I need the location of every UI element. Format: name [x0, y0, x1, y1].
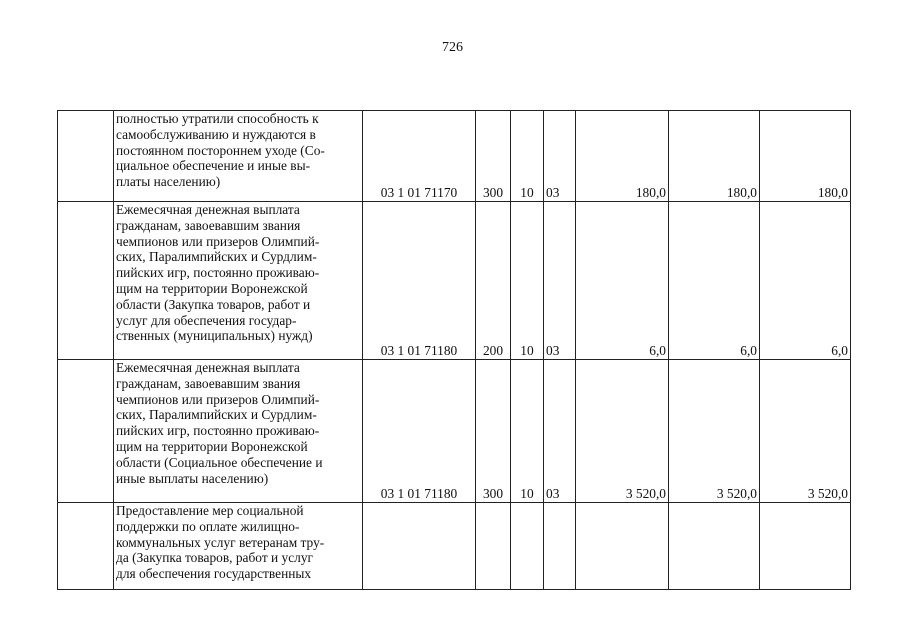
subsection-cell — [544, 503, 576, 590]
table-row — [58, 360, 851, 503]
sum-cell-1: 180,0 — [576, 111, 669, 202]
sum-cell-2: 6,0 — [669, 202, 760, 360]
sum-cell-2: 3 520,0 — [669, 360, 760, 503]
description-cell: Ежемесячная денежная выплата гражданам, завоевавшим звания чемпионов или призеров Олимпий- ских, Паралимпийских и Сурдлим- пийских игр, постоянно проживаю- щим на территории Воронежской области (Социальное обеспечение и иные выплаты населению) — [114, 360, 363, 503]
sum-cell-1 — [576, 503, 669, 590]
subsection-cell: 03 — [544, 202, 576, 360]
description-cell: полностью утратили способность к самообслуживанию и нуждаются в постоянном постороннем уходе (Со- циальное обеспечение и иные вы- платы населению) — [114, 111, 363, 202]
expense-type-cell: 200 — [476, 202, 511, 360]
sum-cell-2 — [669, 503, 760, 590]
target-code-cell: 03 1 01 71180 — [363, 202, 476, 360]
section-cell: 10 — [511, 111, 544, 202]
page-number: 726 — [442, 40, 463, 55]
sum-cell-2: 180,0 — [669, 111, 760, 202]
target-code-cell: 03 1 01 71180 — [363, 360, 476, 503]
table-row — [58, 111, 851, 202]
expense-type-cell — [476, 503, 511, 590]
expense-type-cell: 300 — [476, 111, 511, 202]
subsection-cell: 03 — [544, 360, 576, 503]
description-cell: Ежемесячная денежная выплата гражданам, завоевавшим звания чемпионов или призеров Олимпий- ских, Паралимпийских и Сурдлим- пийских игр, постоянно проживаю- щим на территории Воронежской области (Закупка товаров, работ и услуг для обеспечения государ- ственных (муниципальных) нужд) — [114, 202, 363, 360]
target-code-cell — [363, 503, 476, 590]
sum-cell-3: 6,0 — [760, 202, 851, 360]
table-row — [58, 202, 851, 360]
description-cell: Предоставление мер социальной поддержки по оплате жилищно- коммунальных услуг ветеранам тру- да (Закупка товаров, работ и услуг для обеспечения государственных — [114, 503, 363, 590]
index-cell — [58, 360, 114, 503]
section-cell: 10 — [511, 202, 544, 360]
sum-cell-1: 3 520,0 — [576, 360, 669, 503]
table-row — [58, 503, 851, 590]
subsection-cell: 03 — [544, 111, 576, 202]
target-code-cell: 03 1 01 71170 — [363, 111, 476, 202]
section-cell — [511, 503, 544, 590]
expense-type-cell: 300 — [476, 360, 511, 503]
index-cell — [58, 111, 114, 202]
index-cell — [58, 202, 114, 360]
sum-cell-1: 6,0 — [576, 202, 669, 360]
sum-cell-3 — [760, 503, 851, 590]
budget-table — [57, 110, 851, 590]
section-cell: 10 — [511, 360, 544, 503]
sum-cell-3: 180,0 — [760, 111, 851, 202]
index-cell — [58, 503, 114, 590]
sum-cell-3: 3 520,0 — [760, 360, 851, 503]
